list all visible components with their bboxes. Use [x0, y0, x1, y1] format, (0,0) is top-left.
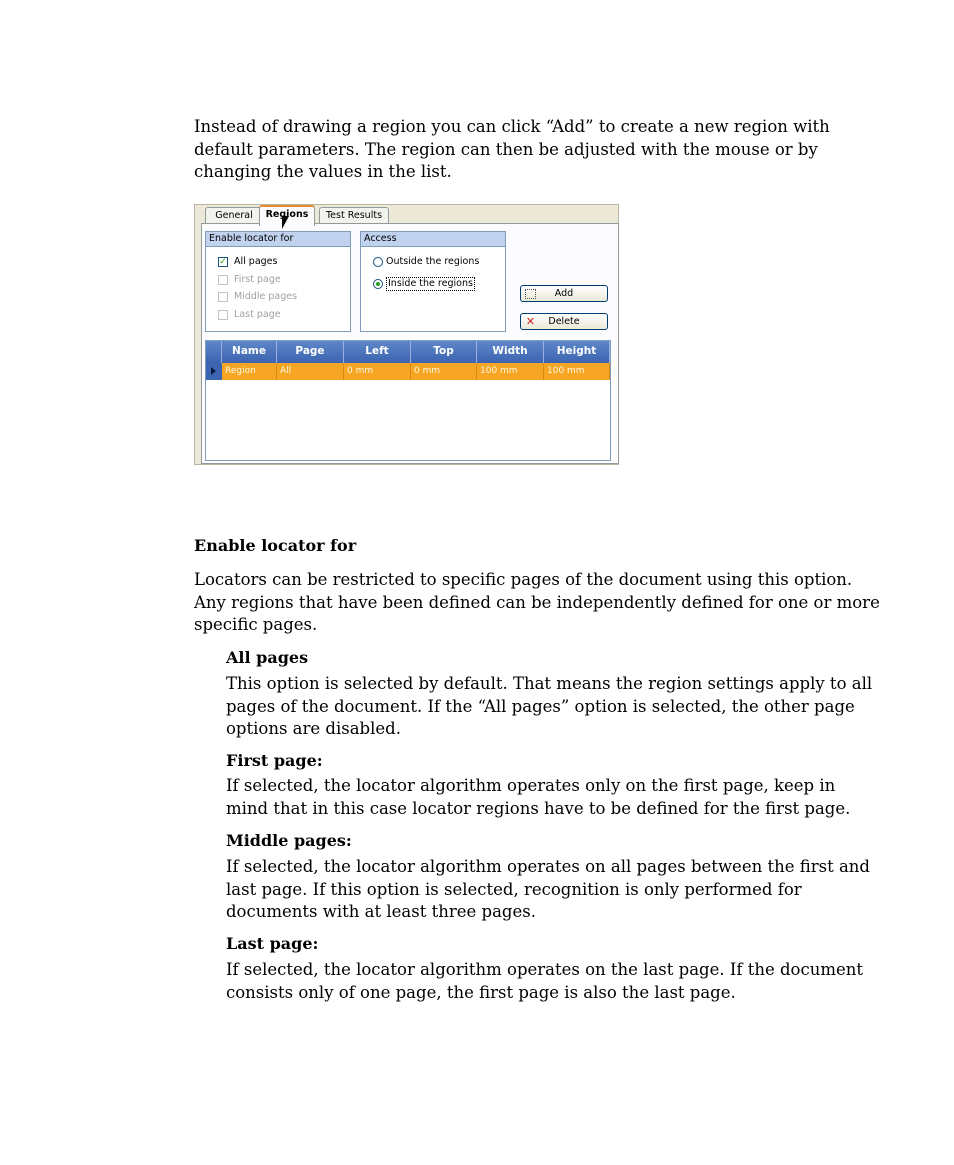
inside-regions-radio[interactable] [373, 278, 475, 290]
last-page-label: Last page [234, 309, 281, 320]
column-header-name[interactable]: Name [222, 341, 277, 363]
mouse-cursor-icon [282, 216, 289, 229]
all-pages-label: All pages [234, 256, 278, 267]
item-title-last-page: Last page: [226, 934, 319, 953]
item-title-middle-pages: Middle pages: [226, 831, 352, 850]
column-header-page[interactable]: Page [277, 341, 344, 363]
row-pointer-icon [206, 363, 222, 380]
enable-locator-group [205, 231, 351, 332]
new-region-icon [525, 289, 536, 299]
cell-left[interactable]: 0 mm [344, 363, 411, 380]
item-title-first-page: First page: [226, 751, 323, 770]
first-page-label: First page [234, 274, 281, 285]
item-title-all-pages: All pages [226, 648, 309, 667]
regions-table[interactable] [205, 340, 611, 461]
item-text-middle-pages: If selected, the locator algorithm operates on all pages between the first and last page. If this option is selected, recognition is only performed for documents with at least three pages. [226, 857, 870, 921]
outside-regions-radio[interactable] [373, 256, 479, 268]
cell-width[interactable]: 100 mm [477, 363, 544, 380]
intro-paragraph: Instead of drawing a region you can click “Add” to create a new region with default parameters. The region can then be adjusted with the mouse or by changing the values in the list. [194, 117, 830, 181]
outside-regions-label: Outside the regions [386, 256, 480, 267]
checkbox-checked-icon: ✓ [219, 257, 227, 267]
cell-page[interactable]: All [277, 363, 344, 380]
checkbox-icon [218, 292, 228, 302]
add-button[interactable] [520, 285, 608, 302]
column-header-width[interactable]: Width [477, 341, 544, 363]
regions-panel [201, 223, 619, 464]
column-header-left[interactable]: Left [344, 341, 411, 363]
last-page-checkbox[interactable] [218, 309, 281, 321]
all-pages-checkbox[interactable] [218, 256, 277, 268]
column-header-height[interactable]: Height [544, 341, 610, 363]
item-text-last-page: If selected, the locator algorithm operates on the last page. If the document consists only of one page, the first page is also the last page. [226, 960, 864, 1002]
cell-height[interactable]: 100 mm [544, 363, 610, 380]
access-title: Access [361, 232, 505, 247]
first-page-checkbox[interactable] [218, 274, 281, 286]
table-row[interactable] [206, 363, 610, 380]
section-heading: Enable locator for [194, 536, 357, 555]
table-header [206, 341, 610, 363]
delete-button[interactable] [520, 313, 608, 330]
item-text-all-pages: This option is selected by default. That means the region settings apply to all pages of the document. If the “All pages” option is selected, the other page options are disabled. [226, 674, 873, 738]
cell-name[interactable]: Region [222, 363, 277, 380]
middle-pages-checkbox[interactable] [218, 291, 297, 303]
regions-dialog-screenshot [194, 204, 619, 465]
row-selector-header [206, 341, 222, 363]
middle-pages-label: Middle pages [234, 291, 298, 302]
checkbox-icon [218, 310, 228, 320]
section-paragraph: Locators can be restricted to specific pages of the document using this option. Any regions that have been defined can be independently defined for one or more specific pages. [194, 570, 880, 634]
access-group [360, 231, 506, 332]
tab-strip [195, 205, 618, 224]
delete-button-label: Delete [548, 316, 580, 327]
item-text-first-page: If selected, the locator algorithm operates only on the first page, keep in mind that in this case locator regions have to be defined for the first page. [226, 776, 851, 818]
tab-test-results[interactable]: Test Results [319, 207, 389, 224]
cell-top[interactable]: 0 mm [411, 363, 477, 380]
tab-regions[interactable]: Regions [259, 205, 315, 226]
delete-x-icon: ✕ [525, 315, 536, 328]
radio-selected-icon [373, 279, 383, 289]
inside-regions-label: Inside the regions [388, 278, 473, 289]
column-header-top[interactable]: Top [411, 341, 477, 363]
enable-locator-title: Enable locator for [206, 232, 350, 247]
add-button-label: Add [554, 288, 574, 299]
checkbox-icon [218, 275, 228, 285]
tab-general[interactable]: General [205, 207, 263, 224]
radio-icon [373, 257, 383, 267]
